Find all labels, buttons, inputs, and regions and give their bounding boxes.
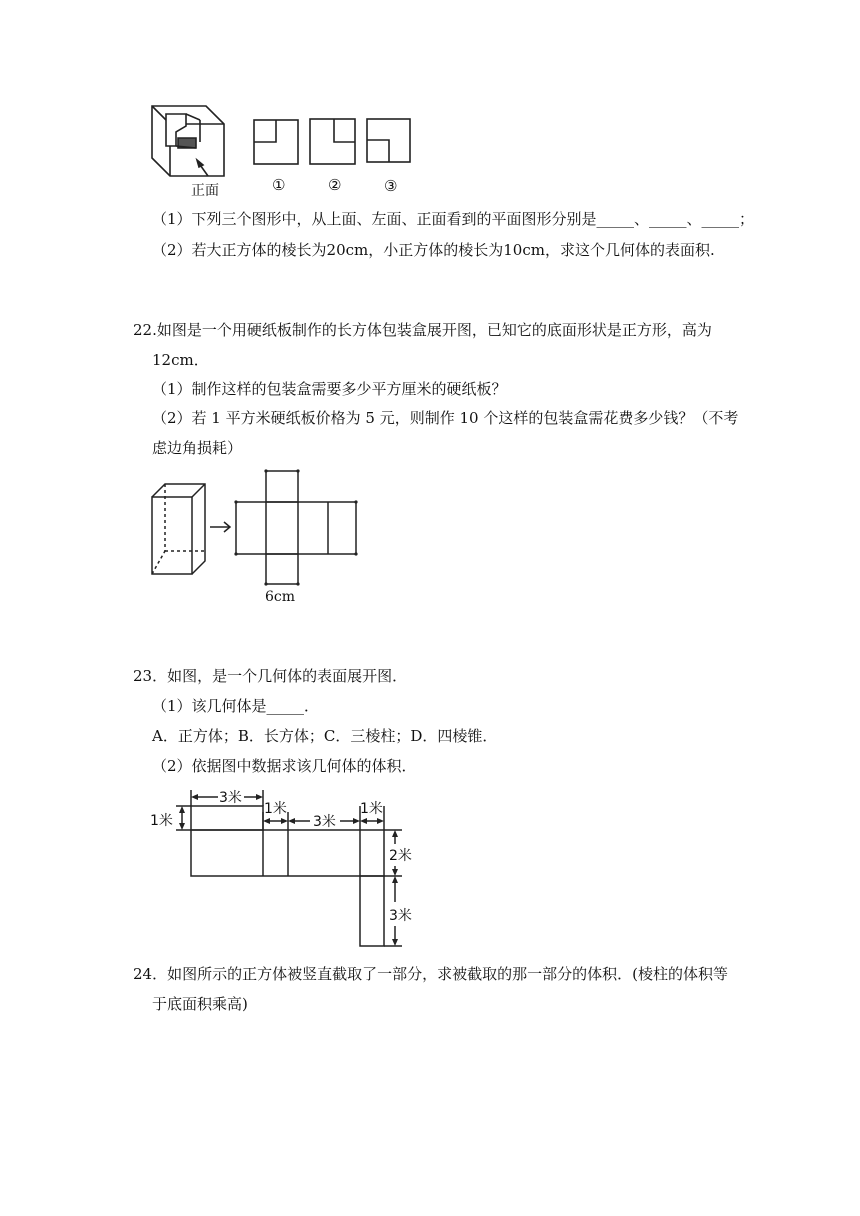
dim-top-3m: 3米 [219, 790, 242, 806]
q24-stem-line1: 24．如图所示的正方体被竖直截取了一部分，求被截取的那一部分的体积．(棱柱的体积等 [133, 965, 728, 983]
dim-top-1m-a: 1米 [264, 801, 287, 817]
q22-dimension-label: 6cm [265, 589, 296, 605]
q23-part2: （2）依据图中数据求该几何体的体积． [152, 757, 417, 775]
q23-options: A．正方体；B．长方体；C．三棱柱；D．四棱锥． [152, 727, 498, 745]
view-label-1: ① [272, 176, 286, 194]
view-label-2: ② [328, 176, 342, 194]
q22-stem-line2: 12cm． [152, 351, 209, 369]
dim-right-3m: 3米 [389, 908, 412, 924]
q23-stem: 23．如图，是一个几何体的表面展开图． [133, 667, 408, 685]
dim-right-2m: 2米 [389, 848, 412, 864]
q22-part2-line1: （2）若 1 平方米硬纸板价格为 5 元，则制作 10 个这样的包装盒需花费多少钱？（不考 [152, 409, 739, 427]
q22-stem-line1: 22.如图是一个用硬纸板制作的长方体包装盒展开图，已知它的底面形状是正方形，高为 [133, 321, 712, 339]
dim-top-1m-b: 1米 [360, 801, 383, 817]
dim-mid-3m: 3米 [313, 814, 336, 830]
dim-left-1m: 1米 [150, 813, 173, 829]
q23-part1: （1）该几何体是_____． [152, 697, 320, 715]
front-face-label: 正面 [191, 183, 219, 199]
q22-part2-line2: 虑边角损耗） [152, 439, 243, 457]
q21-part2: （2）若大正方体的棱长为20cm，小正方体的棱长为10cm，求这个几何体的表面积. [152, 241, 715, 259]
q21-part1: （1）下列三个图形中，从上面、左面、正面看到的平面图形分别是_____、_____、_____； [152, 210, 755, 228]
view-label-3: ③ [384, 177, 398, 195]
q24-stem-line2: 于底面积乘高) [152, 995, 248, 1013]
q22-part1: （1）制作这样的包装盒需要多少平方厘米的硬纸板？ [152, 380, 507, 398]
